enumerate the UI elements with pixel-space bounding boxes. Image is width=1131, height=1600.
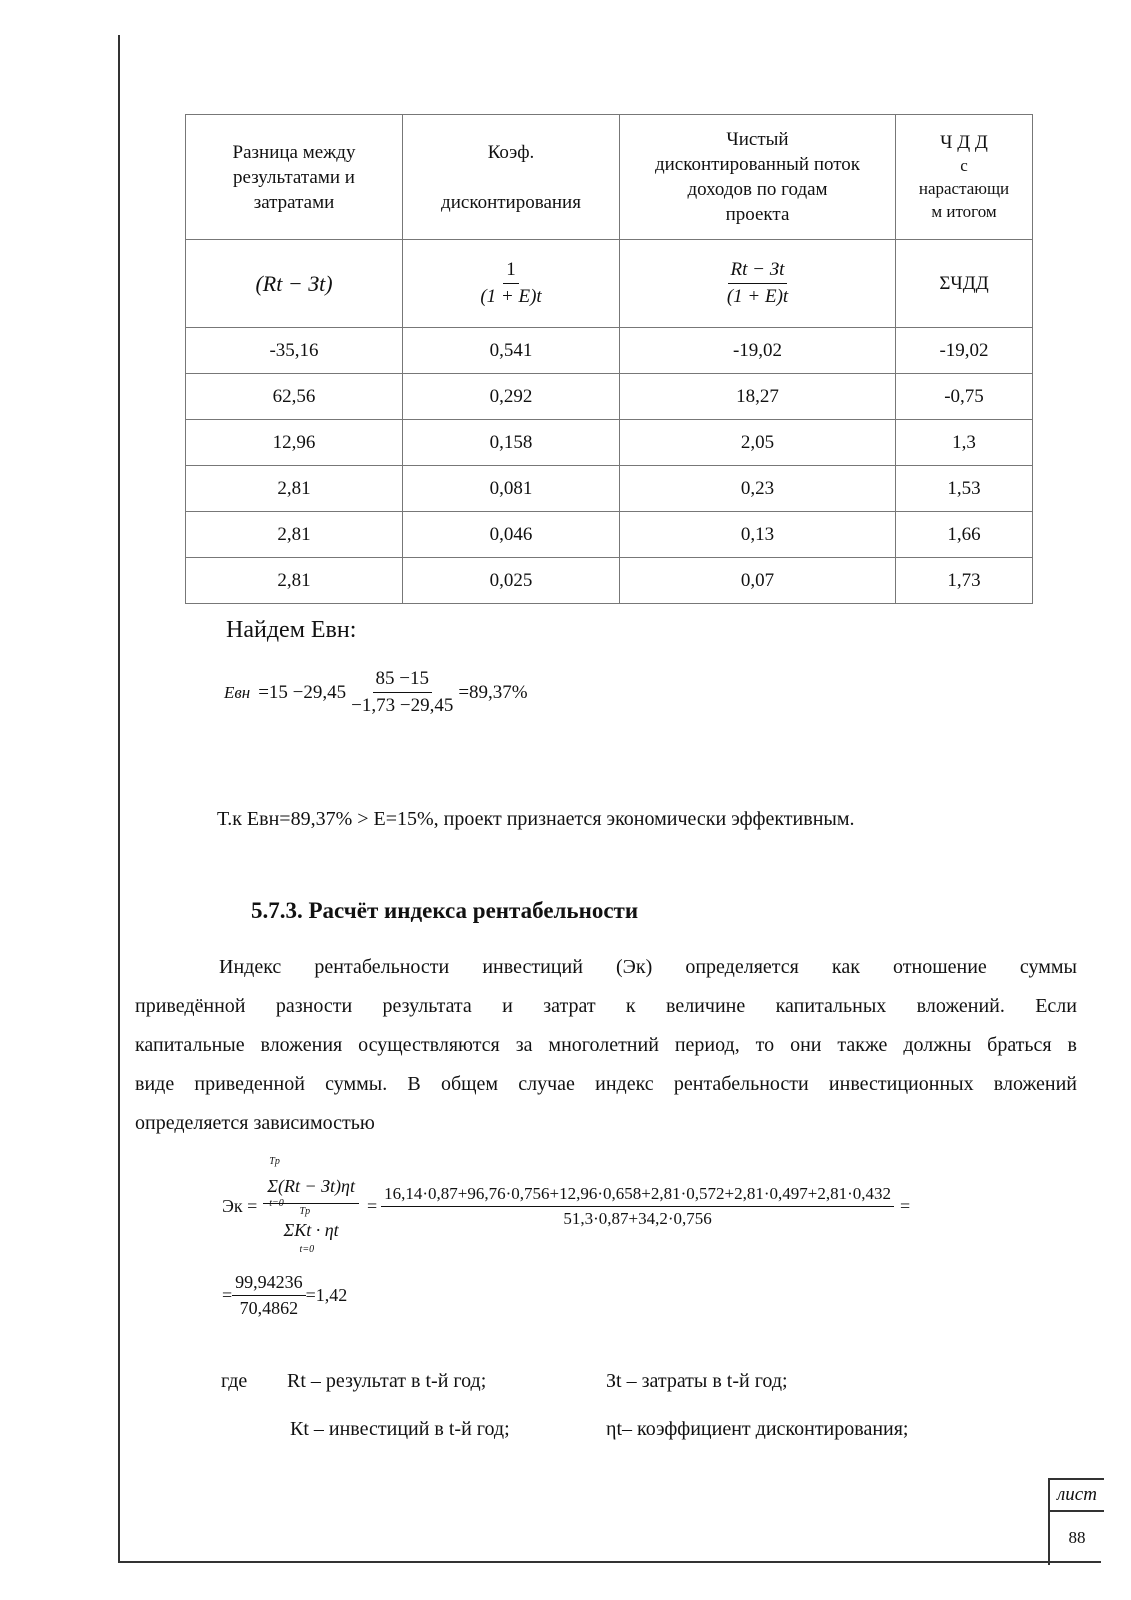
header-cell-flow: Чистый дисконтированный поток доходов по годам проекта (620, 115, 896, 240)
find-evn-heading: Найдем Eвн: (226, 617, 357, 643)
table-row (186, 420, 1033, 466)
sheet-number-box (1048, 1478, 1104, 1565)
formula-cell-flow: $\frac{Rt - Зt}{(1 + E)t}$ (620, 240, 896, 328)
ek-result: = $\frac{99,94236}{70,4862}$ =1,42 (222, 1272, 348, 1318)
legend-item: ηt– коэффициент дисконтирования; (606, 1418, 909, 1440)
formula-cell-npv: ΣЧДД (896, 240, 1033, 328)
paragraph-line: приведённой разности результата и затрат к величине капитальных вложений. Если (135, 995, 1077, 1017)
sheet-label: лист (1050, 1480, 1104, 1512)
legend-item: Кt – инвестиций в t-й год; (290, 1418, 510, 1440)
table-cell: -0,75 (896, 374, 1033, 420)
conclusion-text: Т.к Eвн=89,37% > E=15%, проект признается экономически эффективным. (217, 808, 855, 830)
table-cell: 0,025 (403, 558, 620, 604)
discount-table (185, 114, 1033, 604)
formula-row (186, 240, 1033, 328)
table-cell: 1,53 (896, 466, 1033, 512)
table-cell: 0,07 (620, 558, 896, 604)
table-cell: 0,292 (403, 374, 620, 420)
sheet-number: 88 (1068, 1528, 1086, 1547)
table-cell: 2,81 (186, 466, 403, 512)
table-cell: 1,66 (896, 512, 1033, 558)
table-cell: -35,16 (186, 328, 403, 374)
table-row (186, 374, 1033, 420)
paragraph-line: Индекс рентабельности инвестиций (Эк) определяется как отношение суммы (219, 956, 1077, 978)
ek-formula: Эк = Tp Σ(Rt − Зt)ηt t=0 Tp ΣKt · ηt t=0 = 16,14·0,87+96,76·0,756+12,96·0,658+2,81·0,572+2,81·0,497+2,81·0,432 51,3·0,87+34,2·0,756 = (222, 1156, 911, 1255)
table-cell: 2,81 (186, 512, 403, 558)
table-row (186, 558, 1033, 604)
section-title: 5.7.3. Расчёт индекса рентабельности (251, 898, 639, 923)
table-cell: 12,96 (186, 420, 403, 466)
legend-where: где (221, 1370, 248, 1392)
table-row (186, 466, 1033, 512)
table-cell: 0,541 (403, 328, 620, 374)
header-cell-coef: Коэф. дисконтирования (403, 115, 620, 240)
table-row (186, 328, 1033, 374)
table-cell: 0,046 (403, 512, 620, 558)
table-row (186, 512, 1033, 558)
paragraph-line: капитальные вложения осуществляются за многолетний период, то они также должны браться в (135, 1034, 1077, 1056)
frame-left-border (118, 35, 120, 1563)
table-cell: 62,56 (186, 374, 403, 420)
table-cell: 0,158 (403, 420, 620, 466)
table-cell: 0,13 (620, 512, 896, 558)
legend-item: Зt – затраты в t-й год; (606, 1370, 788, 1392)
paragraph-line: виде приведенной суммы. В общем случае индекс рентабельности инвестиционных вложений (135, 1073, 1077, 1095)
table-cell: -19,02 (620, 328, 896, 374)
body-paragraph (135, 948, 1077, 1143)
evn-formula: Eвн =15 −29,45 $\frac{85 -15}{-1,73 -29,45}$ =89,37% (224, 668, 528, 716)
formula-cell-coef: $\frac{1}{(1 + E)t}$ (403, 240, 620, 328)
header-cell-npv: Ч Д Д с нарастающи м итогом (896, 115, 1033, 240)
frame-bottom-border (118, 1561, 1101, 1563)
table-cell: 1,73 (896, 558, 1033, 604)
table-cell: 0,23 (620, 466, 896, 512)
table-cell: 0,081 (403, 466, 620, 512)
table-cell: 2,81 (186, 558, 403, 604)
legend-item: Rt – результат в t-й год; (287, 1370, 487, 1392)
table-cell: 18,27 (620, 374, 896, 420)
table-header-row (186, 115, 1033, 240)
table-cell: 2,05 (620, 420, 896, 466)
paragraph-line: определяется зависимостью (135, 1112, 375, 1134)
formula-cell-diff: (Rt − Зt) (186, 240, 403, 328)
table-cell: -19,02 (896, 328, 1033, 374)
header-cell-diff: Разница между результатами и затратами (186, 115, 403, 240)
table-cell: 1,3 (896, 420, 1033, 466)
